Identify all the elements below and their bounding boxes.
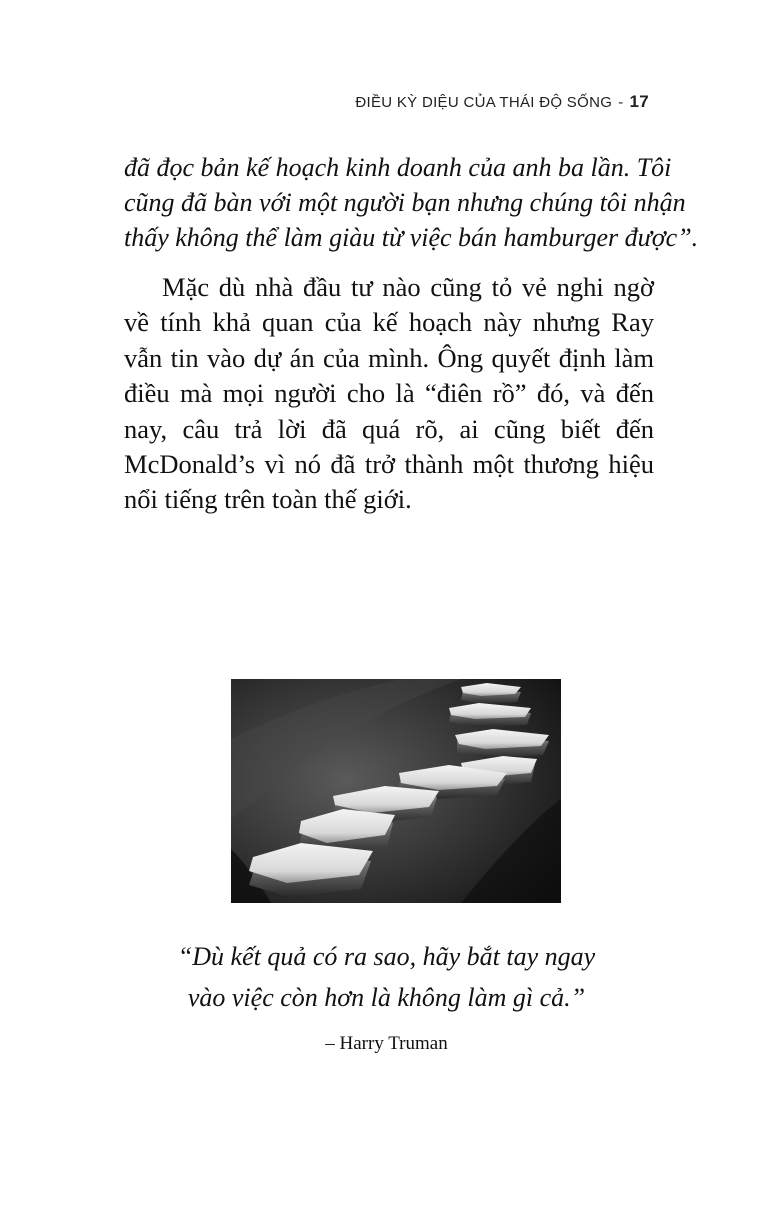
body-line: vẫn tin vào dự án của mình. Ông quyết định làm	[124, 342, 654, 373]
quote-text	[0, 936, 773, 1018]
stepping-stones-illustration	[231, 679, 561, 903]
body-line: nay, câu trả lời đã quá rõ, ai cũng biết đến	[124, 413, 654, 444]
quote-line: “Dù kết quả có ra sao, hãy bắt tay ngay	[177, 942, 596, 971]
body-line: nổi tiếng trên toàn thế giới.	[124, 484, 412, 515]
quote-author: – Harry Truman	[325, 1033, 448, 1054]
body-line: về tính khả quan của kế hoạch này nhưng Ray	[124, 307, 654, 338]
italic-paragraph	[124, 150, 699, 255]
body-line: Mặc dù nhà đầu tư nào cũng tỏ vẻ nghi ngờ	[162, 272, 654, 302]
header-separator: -	[618, 94, 624, 111]
body-line: điều mà mọi người cho là “điên rồ” đó, và đến	[124, 378, 654, 409]
stepping-stones-photo	[231, 679, 561, 903]
body-paragraph	[124, 270, 654, 518]
running-header	[355, 92, 649, 112]
running-title: ĐIỀU KỲ DIỆU CỦA THÁI ĐỘ SỐNG	[355, 94, 613, 111]
italic-line: cũng đã bàn với một người bạn nhưng chúng tôi nhận	[124, 188, 686, 217]
body-line: McDonald’s vì nó đã trở thành một thương hiệu	[124, 449, 654, 480]
italic-line: đã đọc bản kế hoạch kinh doanh của anh ba lần. Tôi	[124, 153, 672, 182]
quote-line: vào việc còn hơn là không làm gì cả.”	[187, 983, 586, 1012]
italic-line: thấy không thể làm giàu từ việc bán hamburger được”.	[124, 223, 699, 252]
page-number: 17	[629, 92, 649, 111]
